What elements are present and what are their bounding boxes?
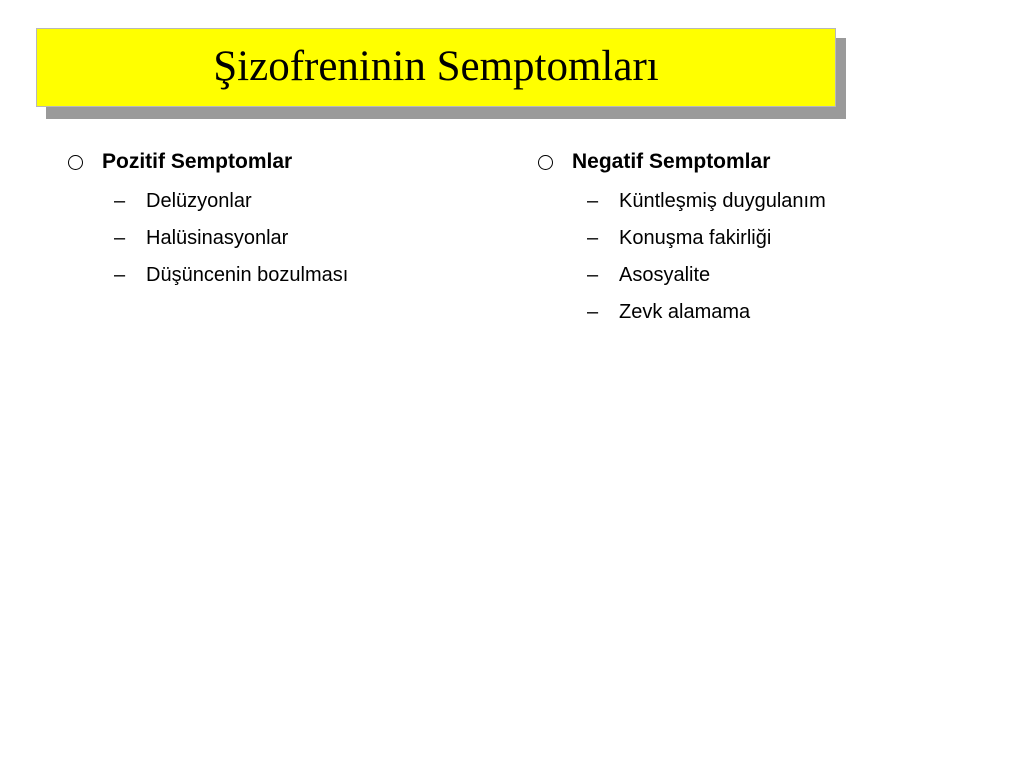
negative-heading: Negatif Semptomlar xyxy=(572,150,771,173)
positive-symptoms-column xyxy=(66,146,348,294)
dash-bullet: – xyxy=(587,190,599,212)
list-item-text: Konuşma fakirliği xyxy=(619,227,772,249)
negative-symptom-list xyxy=(536,183,826,331)
list-item-text: Düşüncenin bozulması xyxy=(146,264,349,286)
hollow-circle-icon xyxy=(68,155,83,170)
negative-symptoms-column xyxy=(536,146,826,331)
list-item-text: Halüsinasyonlar xyxy=(146,227,289,249)
positive-symptom-list xyxy=(66,183,348,294)
hollow-circle-icon xyxy=(538,155,553,170)
dash-bullet: – xyxy=(587,227,599,249)
list-item-text: Küntleşmiş duygulanım xyxy=(619,190,826,212)
list-item-text: Zevk alamama xyxy=(619,301,751,323)
dash-bullet: – xyxy=(114,190,126,212)
negative-heading-row xyxy=(536,146,826,178)
list-item-text: Delüzyonlar xyxy=(146,190,252,212)
positive-heading-row xyxy=(66,146,348,178)
list-item xyxy=(66,257,348,294)
slide-title: Şizofreninin Semptomları xyxy=(213,43,659,90)
dash-bullet: – xyxy=(114,227,126,249)
list-item xyxy=(66,183,348,220)
dash-bullet: – xyxy=(587,264,599,286)
list-item xyxy=(66,220,348,257)
list-item xyxy=(536,257,826,294)
list-item xyxy=(536,294,826,331)
dash-bullet: – xyxy=(587,301,599,323)
list-item-text: Asosyalite xyxy=(619,264,711,286)
list-item xyxy=(536,183,826,220)
positive-heading: Pozitif Semptomlar xyxy=(102,150,293,173)
dash-bullet: – xyxy=(114,264,126,286)
list-item xyxy=(536,220,826,257)
title-banner xyxy=(36,28,836,107)
